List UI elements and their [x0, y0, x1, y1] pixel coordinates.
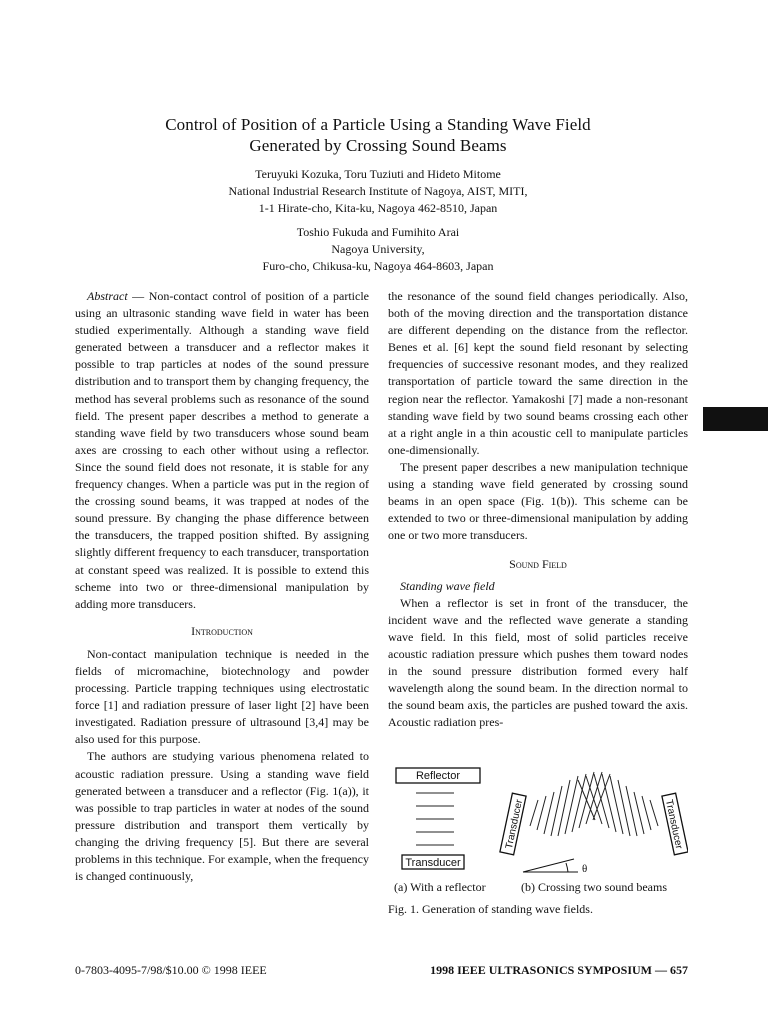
author-names-1: Teruyuki Kozuka, Toru Tuziuti and Hideto Mitome: [255, 167, 501, 181]
author-names-2: Toshio Fukuda and Fumihito Arai: [296, 225, 460, 239]
reflector-box: [396, 768, 480, 783]
right-paragraph-2: The present paper describes a new manipulation technique using a standing wave field generated by crossing sound beams in an open space (Fig. 1(b)). This scheme can be extended to two or three-dimensional manipulation by adding one or two more transducers.: [388, 459, 688, 543]
left-column: [75, 288, 369, 885]
paper-title: [70, 114, 686, 156]
title-line-1: Control of Position of a Particle Using a Standing Wave Field: [165, 115, 591, 134]
left-transducer-label: Transducer: [503, 798, 526, 851]
theta-label: θ: [582, 863, 588, 875]
right-column: [388, 288, 688, 731]
author-block: [70, 166, 686, 275]
footer-symposium: 1998 IEEE ULTRASONICS SYMPOSIUM — 657: [430, 963, 688, 977]
introduction-heading: Introduction: [191, 623, 253, 638]
right-transducer-label: Transducer: [662, 798, 685, 851]
angle-indicator: [523, 859, 587, 875]
right-transducer: [662, 793, 688, 855]
transducer-label-a: Transducer: [405, 857, 461, 869]
sound-field-heading: Sound Field: [509, 557, 567, 572]
footer-copyright: 0-7803-4095-7/98/$10.00 © 1998 IEEE: [75, 963, 267, 977]
affiliation-2: Nagoya University,: [331, 242, 425, 256]
transducer-box-a: [402, 855, 464, 869]
intro-paragraph-2: The authors are studying various phenomena related to acoustic radiation pressure. Using a standing wave field generated between a transducer and a reflector (Fig. 1(a)), it was possible to trap particles in water at nodes of the sound pressure distribution and transport them vertically by changing the driving frequency [5]. But there are several problems in this technique. For example, when the frequency is changed continuously,: [75, 749, 369, 884]
address-2: Furo-cho, Chikusa-ku, Nagoya 464-8603, Japan: [262, 259, 494, 273]
figure-caption: Fig. 1. Generation of standing wave fields.: [388, 902, 593, 916]
scan-edge-mark: [703, 407, 768, 431]
crossing-wavefronts: [530, 772, 658, 836]
abstract-text: — Non-contact control of position of a particle using an ultrasonic standing wave field in water has been studied experimentally. Although a standing wave field generated between a transducer and a reflector makes it possible to trap particles at nodes of the sound pressure distribution and to transport them by changing frequency, the method has several problems such as resonance of the sound field. The present paper describes a method to generate a standing wave field by two transducers whose sound beam axes are crossing to each other without using a reflector. Since the sound field does not resonate, it is stable for any frequency changes. When a particle was put in the region of the crossing sound beams, it was trapped at nodes of the sound pressure. By changing the phase difference between the transducers, the trapped position shifted. By assigning slightly different frequency to each transducer, transportation at constant speed was realized. It is possible to extend this scheme into two or three-dimensional manipulation by adding more transducers.: [75, 289, 369, 611]
standing-wave-lines: [416, 793, 454, 845]
figure-1: [388, 762, 688, 926]
intro-paragraph-1: Non-contact manipulation technique is needed in the fields of micromachine, biotechnology and powder processing. Particle trapping techniques using electrostatic force [1] and radiation pressure of laser light [2] have been investigated. Radiation pressure of ultrasound [3,4] may be also used for this purpose.: [75, 646, 369, 747]
standing-wave-subheading: Standing wave field: [400, 578, 495, 593]
figure-1-diagram: [388, 762, 688, 880]
address-1: 1-1 Hirate-cho, Kita-ku, Nagoya 462-8510, Japan: [258, 201, 498, 215]
reflector-label: Reflector: [415, 770, 461, 782]
abstract-label: Abstract: [87, 289, 128, 303]
abstract-paragraph: [75, 288, 369, 613]
left-transducer: [500, 793, 526, 855]
author-spacer: [70, 217, 686, 224]
affiliation-1: National Industrial Research Institute of Nagoya, AIST, MITI,: [228, 184, 528, 198]
figure-1b-label: (b) Crossing two sound beams: [521, 880, 667, 894]
right-paragraph-1: the resonance of the sound field changes periodically. Also, both of the moving direction and the transportation distance are different depending on the distance from the reflector. Benes et al. [6] kept the sound field resonant by selecting frequencies of successive resonant modes, and they realized transportation of particle toward the same direction in the region near the reflector. Yamakoshi [7] made a non-resonant standing wave field by two sound beams crossing each other at a right angle in a thin acoustic cell to manipulate particles one-dimensionally.: [388, 289, 688, 457]
title-line-2: Generated by Crossing Sound Beams: [249, 136, 507, 155]
right-paragraph-3: When a reflector is set in front of the transducer, the incident wave and the reflected wave generate a standing wave field. In this field, most of solid particles receive acoustic radiation pressure which pushes them toward nodes in the sound pressure distribution formed every half wavelength along the sound beam. In the direction normal to the sound beam axis, the particles are pushed toward the axis. Acoustic radiation pres-: [388, 595, 688, 730]
figure-1a-label: (a) With a reflector: [394, 880, 486, 894]
